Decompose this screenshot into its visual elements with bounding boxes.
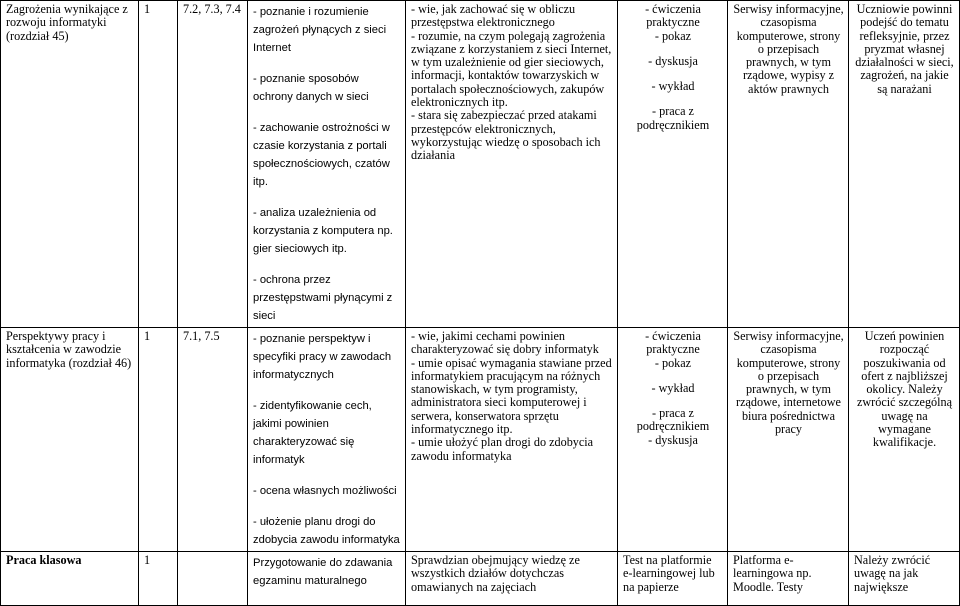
remarks-cell: [849, 552, 960, 606]
method-item: - ćwiczenia praktyczne: [645, 329, 701, 357]
content-item: - ocena własnych możliwości: [253, 485, 397, 497]
outcomes-cell: [406, 328, 618, 552]
section-cell: [178, 552, 248, 606]
outcomes-cell: [406, 1, 618, 328]
remarks-text: Uczniowie powinni podejść do tematu refleksyjnie, przez pryzmat własnej działalności w sieci, zagrożeń, na jakie są narażani: [855, 2, 954, 96]
outcome-item: - stara się zabezpieczać przed atakami przestępców elektronicznych, wykorzystując wiedzę o sposobach ich działania: [411, 108, 601, 163]
method-item: - wykład: [651, 380, 695, 395]
outcome-item: Sprawdzian obejmujący wiedzę ze wszystkich działów dotychczas omawianych na zajęciach: [411, 553, 580, 594]
method-item: Test na platformie e-learningowej lub na papierze: [623, 553, 715, 594]
remarks-cell: [849, 328, 960, 552]
hours-text: 1: [144, 553, 151, 567]
outcome-item: - wie, jak zachować się w obliczu przestępstwa elektronicznego: [411, 2, 576, 30]
content-item: - poznanie i rozumienie zagrożeń płynących z sieci Internet: [253, 6, 387, 54]
table-row: [1, 328, 960, 552]
resources-text: Serwisy informacyjne, czasopisma komputerowe, strony o przepisach prawnych, w tym rządowe, wypisy z aktów prawnych: [733, 2, 844, 96]
section-cell: [178, 328, 248, 552]
topic-text: Perspektywy pracy i kształcenia w zawodzie informatyka (rozdział 46): [6, 329, 132, 370]
content-item: - poznanie sposobów ochrony danych w sieci: [253, 73, 369, 103]
methods-cell: [618, 328, 728, 552]
content-item: - zachowanie ostrożności w czasie korzystania z portali społecznościowych, czatów itp.: [253, 122, 390, 188]
topic-text: Zagrożenia wynikające z rozwoju informatyki (rozdział 45): [6, 2, 128, 43]
content-item: - zidentyfikowanie cech, jakimi powinien charakteryzować się informatyk: [253, 400, 372, 466]
hours-text: 1: [144, 329, 151, 343]
outcome-item: - umie opisać wymagania stawiane przed informatykiem pracującym na różnych stanowiskach, w tym programisty, administratora sieci komputerowej i serwera, konserwatora sprzętu informatycznego itp.: [411, 355, 612, 437]
section-text: 7.2, 7.3, 7.4: [183, 2, 241, 16]
content-cell: [248, 1, 406, 328]
method-item: - pokaz: [654, 28, 692, 43]
hours-cell: [139, 552, 178, 606]
remarks-cell: [849, 1, 960, 328]
topic-text: Praca klasowa: [6, 553, 82, 567]
method-item: - pokaz: [654, 355, 692, 370]
resources-cell: [728, 328, 849, 552]
table-row: [1, 552, 960, 606]
outcomes-cell: [406, 552, 618, 606]
resources-text: Platforma e-learningowa np. Moodle. Testy: [733, 553, 812, 594]
content-item: - ułożenie planu drogi do zdobycia zawodu informatyka: [253, 516, 400, 546]
method-item: - praca z podręcznikiem: [636, 104, 710, 132]
table-row: [1, 1, 960, 328]
outcome-item: - umie ułożyć plan drogi do zdobycia zawodu informatyka: [411, 435, 594, 463]
content-item: - analiza uzależnienia od korzystania z komputera np. gier sieciowych itp.: [253, 207, 393, 255]
hours-cell: [139, 1, 178, 328]
content-cell: [248, 552, 406, 606]
methods-cell: [618, 552, 728, 606]
remarks-text: Uczeń powinien rozpocząć poszukiwania od ofert z najbliższej okolicy. Należy zwrócić szczególną uwagę na wymagane kwalifikacje.: [856, 329, 953, 450]
method-item: - dyskusja: [648, 432, 698, 447]
topic-cell: [1, 1, 139, 328]
resources-cell: [728, 552, 849, 606]
method-item: - ćwiczenia praktyczne: [645, 2, 701, 30]
content-cell: [248, 328, 406, 552]
topic-cell: [1, 552, 139, 606]
section-text: 7.1, 7.5: [183, 329, 220, 343]
hours-cell: [139, 328, 178, 552]
content-item: Przygotowanie do zdawania egzaminu maturalnego: [253, 557, 393, 587]
topic-cell: [1, 328, 139, 552]
resources-cell: [728, 1, 849, 328]
outcome-item: - rozumie, na czym polegają zagrożenia związane z korzystaniem z sieci Internet, w tym uzależnienie od gier sieciowych, informacji, kontaktów towarzyskich w portalach społecznościowych, zakupów elektronicznych itp.: [411, 28, 612, 110]
content-item: - ochrona przez przestępstwami płynącymi z sieci: [253, 274, 393, 322]
method-item: - dyskusja: [648, 53, 698, 68]
method-item: - praca z podręcznikiem: [636, 406, 710, 434]
hours-text: 1: [144, 2, 151, 16]
remarks-text: Należy zwrócić uwagę na jak największe: [854, 553, 931, 594]
resources-text: Serwisy informacyjne, czasopisma komputerowe, strony o przepisach prawnych, w tym rządowe, internetowe biura pośrednictwa pracy: [733, 329, 844, 437]
section-cell: [178, 1, 248, 328]
methods-cell: [618, 1, 728, 328]
outcome-item: - wie, jakimi cechami powinien charakteryzować się dobry informatyk: [411, 329, 599, 357]
content-item: - poznanie perspektyw i specyfiki pracy w zawodach informatycznych: [253, 333, 392, 381]
method-item: - wykład: [651, 79, 695, 94]
